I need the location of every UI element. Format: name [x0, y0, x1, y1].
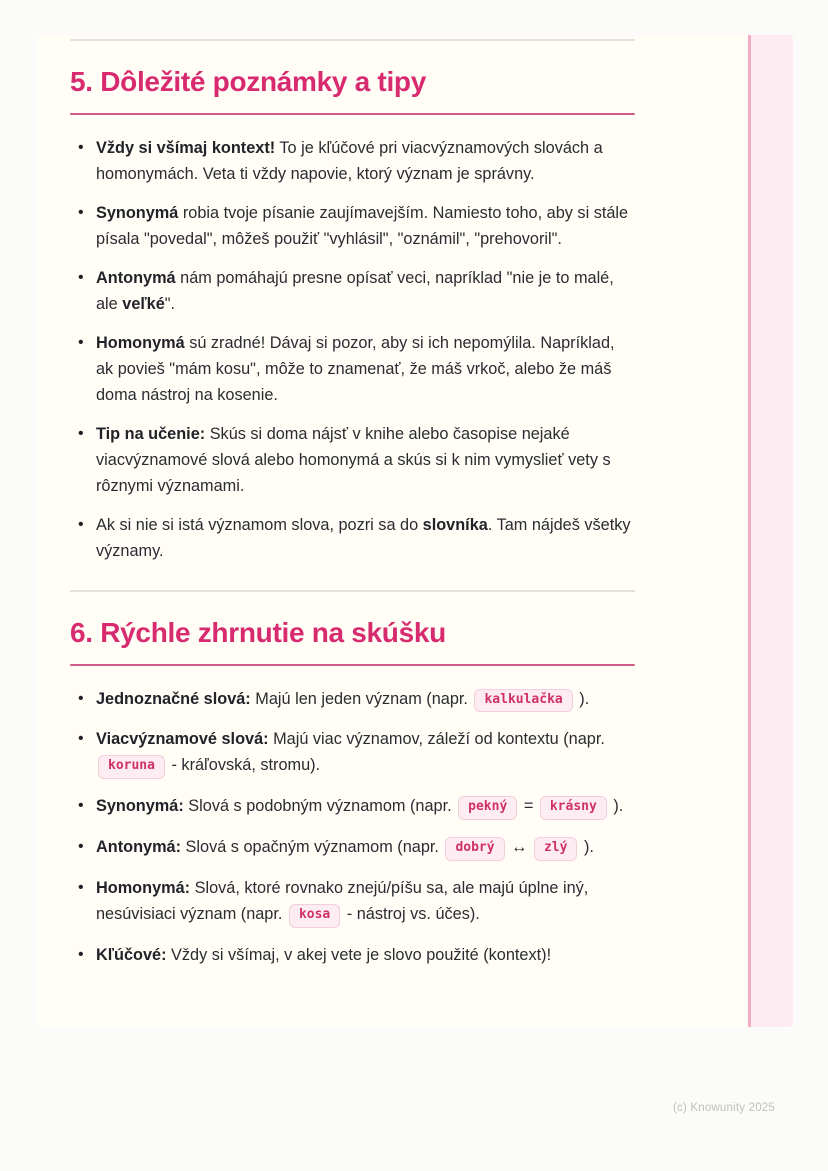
bold-text: Synonymá:	[96, 797, 184, 816]
notes-list	[70, 135, 635, 564]
title-underline	[70, 664, 635, 666]
inline-code-badge: pekný	[458, 796, 517, 820]
list-item	[70, 834, 635, 862]
inline-code-badge: krásny	[540, 796, 607, 820]
bold-text: Viacvýznamové slová:	[96, 730, 269, 749]
bold-text: Homonymá	[96, 333, 185, 352]
section-title: 5. Dôležité poznámky a tipy	[70, 66, 426, 97]
text-run: - kráľovská, stromu).	[166, 756, 321, 775]
text-run: ".	[164, 294, 176, 313]
list-item	[70, 875, 635, 929]
text-run: =	[519, 797, 538, 816]
list-item	[70, 200, 635, 252]
list-item	[70, 793, 635, 821]
section-notes	[70, 63, 635, 564]
inline-code-badge: koruna	[98, 755, 165, 779]
section-title: 6. Rýchle zhrnutie na skúšku	[70, 616, 446, 648]
bold-text: Antonymá:	[96, 838, 182, 857]
text-run: Slová s podobným významom (napr.	[183, 797, 457, 816]
inline-code-badge: kalkulačka	[474, 689, 572, 713]
copyright-text: (c) Knowunity 2025	[672, 1102, 775, 1114]
list-item	[70, 942, 635, 968]
text-run: To je kľúčové pri viacvýznamových slovách a homonymách. Veta ti vždy napovie, ktorý význam je správny.	[96, 138, 603, 183]
list-item	[70, 686, 635, 714]
list-item	[70, 135, 635, 187]
bold-text: Homonymá:	[96, 879, 191, 898]
text-run: . Tam nájdeš všetky významy.	[96, 515, 631, 560]
summary-list	[70, 686, 635, 968]
text-run: Majú len jeden význam (napr.	[250, 689, 473, 708]
sheet-content	[70, 35, 635, 968]
bold-text: Synonymá	[96, 203, 179, 222]
title-underline	[70, 113, 635, 115]
inline-code-badge: kosa	[289, 904, 340, 928]
text-run: ).	[574, 689, 590, 708]
bold-text: Antonymá	[96, 268, 176, 287]
decorative-stripe	[748, 35, 793, 1027]
list-item	[70, 265, 635, 317]
text-run: Ak si nie si istá významom slova, pozri sa do	[96, 515, 423, 534]
text-run: ).	[579, 838, 594, 857]
text-run: - nástroj vs. účes).	[342, 905, 480, 924]
text-run: ↔	[506, 838, 532, 857]
divider	[70, 590, 635, 592]
inline-code-badge: zlý	[534, 837, 577, 861]
list-item	[70, 726, 635, 780]
text-run: ).	[608, 797, 624, 816]
text-run: robia tvoje písanie zaujímavejším. Namiesto toho, aby si stále písala "povedal", môžeš použiť "vyhlásil", "oznámil", "prehovoril".	[96, 203, 629, 248]
section-summary	[70, 614, 635, 968]
bold-text: Vždy si všímaj kontext!	[96, 138, 276, 157]
bold-text: Kľúčové:	[96, 946, 167, 965]
inline-code-badge: dobrý	[445, 837, 504, 861]
bold-text: Tip na učenie:	[96, 424, 206, 443]
text-run: Slová, ktoré rovnako znejú/píšu sa, ale majú úplne iný, nesúvisiaci význam (napr.	[96, 879, 589, 924]
text-run: nám pomáhajú presne opísať veci, napríklad "nie je to malé, ale	[96, 268, 614, 313]
text-run: Slová s opačným významom (napr.	[181, 838, 444, 857]
text-run: Vždy si všímaj, v akej vete je slovo použité (kontext)!	[166, 946, 552, 965]
list-item	[70, 421, 635, 499]
list-item	[70, 330, 635, 408]
text-run: Skús si doma nájsť v knihe alebo časopise nejaké viacvýznamové slová alebo homonymá a skús si k nim vymyslieť vety s rôznymi významami.	[96, 424, 611, 495]
divider	[70, 39, 635, 41]
bold-text: slovníka	[422, 515, 488, 534]
text-run: sú zradné! Dávaj si pozor, aby si ich nepomýlila. Napríklad, ak povieš "mám kosu", môže to znamenať, že máš vrkoč, alebo že máš doma nástroj na kosenie.	[96, 333, 615, 404]
bold-text: veľké	[122, 294, 165, 313]
notes-sheet	[38, 35, 793, 1027]
list-item	[70, 512, 635, 564]
bold-text: Jednoznačné slová:	[96, 689, 251, 708]
text-run: Majú viac významov, záleží od kontextu (napr.	[268, 730, 605, 749]
